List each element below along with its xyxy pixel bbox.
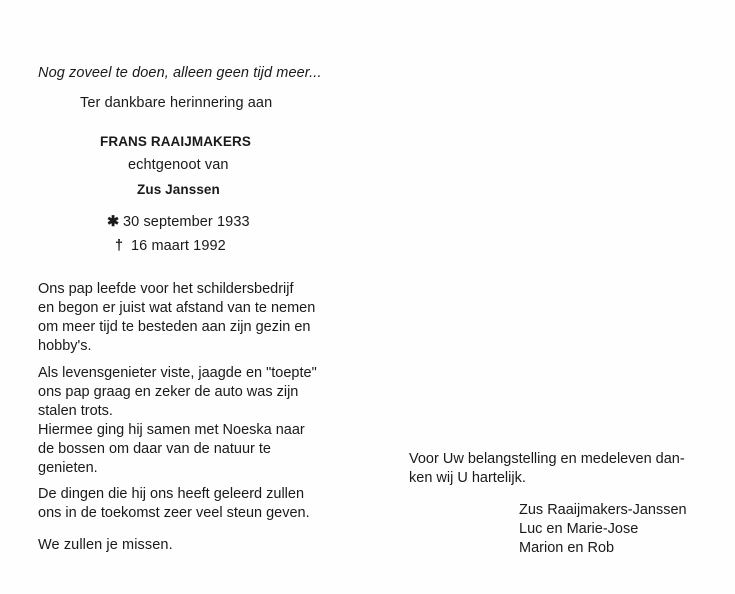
paragraph-lessons [38, 485, 310, 523]
signer: Zus Raaijmakers-Janssen [519, 502, 687, 518]
paragraph-profession [38, 280, 315, 356]
birth-date [107, 213, 250, 232]
paragraph-line: Ons pap leefde voor het schildersbedrijf [38, 281, 294, 297]
paragraph-line: genieten. [38, 460, 98, 476]
relation-line: echtgenoot van [128, 157, 229, 173]
paragraph-hobbies [38, 364, 317, 478]
thanks-message [409, 450, 685, 488]
motto: Nog zoveel te doen, alleen geen tijd meer... [38, 65, 322, 81]
death-date [115, 237, 226, 256]
death-cross-icon: † [115, 238, 124, 254]
deceased-name: FRANS RAAIJMAKERS [100, 134, 251, 149]
paragraph-line: ons pap graag en zeker de auto was zijn [38, 384, 299, 400]
paragraph-line: Hiermee ging hij samen met Noeska naar [38, 422, 305, 438]
paragraph-line: en begon er juist wat afstand van te nemen [38, 300, 316, 316]
paragraph-line: om meer tijd te besteden aan zijn gezin en [38, 319, 311, 335]
death-date-text: 16 maart 1992 [131, 238, 226, 254]
paragraph-line: de bossen om daar van de natuur te [38, 441, 271, 457]
spouse-name: Zus Janssen [137, 182, 220, 197]
paragraph-line: Als levensgenieter viste, jaagde en "toepte" [38, 365, 317, 381]
paragraph-line: hobby's. [38, 338, 92, 354]
paragraph-line: stalen trots. [38, 403, 113, 419]
thanks-line: Voor Uw belangstelling en medeleven dan- [409, 451, 685, 467]
paragraph-line: ons in de toekomst zeer veel steun geven. [38, 505, 310, 521]
paragraph-line: De dingen die hij ons heeft geleerd zullen [38, 486, 305, 502]
birth-star-icon: ✱ [107, 214, 120, 230]
signer: Marion en Rob [519, 540, 615, 556]
signer: Luc en Marie-Jose [519, 521, 639, 537]
dedication-line: Ter dankbare herinnering aan [80, 95, 273, 111]
signers-list [519, 501, 687, 558]
birth-date-text: 30 september 1933 [123, 214, 250, 230]
thanks-line: ken wij U hartelijk. [409, 470, 526, 486]
closing-line: We zullen je missen. [38, 537, 173, 553]
